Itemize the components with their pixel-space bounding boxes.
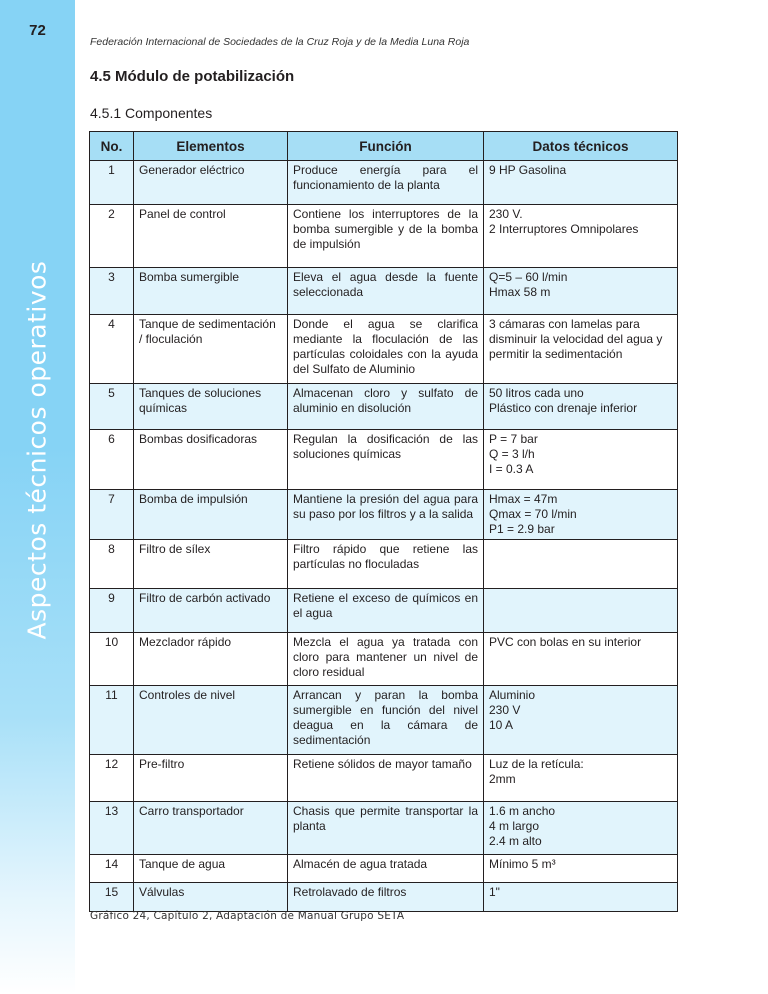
- cell-elemento: Generador eléctrico: [134, 161, 288, 205]
- cell-datos-tecnicos: [484, 161, 678, 205]
- cell-elemento: Pre-filtro: [134, 755, 288, 802]
- table-body: [90, 161, 678, 912]
- datos-line: 1": [489, 885, 500, 899]
- cell-elemento: Carro transportador: [134, 802, 288, 855]
- cell-no: 14: [90, 855, 134, 883]
- table-row: [90, 315, 678, 384]
- datos-line: Hmax = 47m: [489, 492, 558, 506]
- cell-no: 6: [90, 430, 134, 490]
- subsection-title: 4.5.1 Componentes: [90, 105, 213, 121]
- cell-no: 1: [90, 161, 134, 205]
- datos-line: Mínimo 5 m³: [489, 857, 556, 871]
- table-row: [90, 855, 678, 883]
- cell-funcion: Retrolavado de filtros: [288, 883, 484, 912]
- cell-elemento: Filtro de sílex: [134, 540, 288, 589]
- cell-datos-tecnicos: [484, 802, 678, 855]
- datos-line: 2 Interruptores Omnipolares: [489, 222, 639, 236]
- column-header-no: No.: [90, 132, 134, 161]
- cell-elemento: Panel de control: [134, 205, 288, 268]
- table-row: [90, 883, 678, 912]
- table-row: [90, 755, 678, 802]
- page-number: 72: [29, 22, 46, 39]
- cell-datos-tecnicos: [484, 755, 678, 802]
- cell-no: 8: [90, 540, 134, 589]
- cell-datos-tecnicos: [484, 384, 678, 430]
- cell-funcion: Almacenan cloro y sulfato de aluminio en disolución: [288, 384, 484, 430]
- cell-no: 9: [90, 589, 134, 633]
- datos-line: 2mm: [489, 772, 516, 786]
- column-header-datos-tecnicos: Datos técnicos: [484, 132, 678, 161]
- cell-elemento: Tanque de agua: [134, 855, 288, 883]
- table-row: [90, 384, 678, 430]
- cell-elemento: Mezclador rápido: [134, 633, 288, 686]
- cell-funcion: Eleva el agua desde la fuente seleccionada: [288, 268, 484, 315]
- datos-line: Luz de la retícula:: [489, 757, 584, 771]
- cell-funcion: Produce energía para el funcionamiento de la planta: [288, 161, 484, 205]
- cell-datos-tecnicos: [484, 883, 678, 912]
- cell-funcion: Retiene el exceso de químicos en el agua: [288, 589, 484, 633]
- figure-caption: Gráfico 24, Capítulo 2, Adaptación de Manual Grupo SETA: [90, 910, 405, 922]
- column-header-funcion: Función: [288, 132, 484, 161]
- cell-datos-tecnicos: [484, 686, 678, 755]
- cell-funcion: Donde el agua se clarifica mediante la floculación de las partículas coloidales con la ayuda del Sulfato de Aluminio: [288, 315, 484, 384]
- cell-elemento: Tanques de soluciones químicas: [134, 384, 288, 430]
- datos-line: 2.4 m alto: [489, 834, 542, 848]
- cell-no: 2: [90, 205, 134, 268]
- datos-line: 1.6 m ancho: [489, 804, 556, 818]
- running-header: Federación Internacional de Sociedades de la Cruz Roja y de la Media Luna Roja: [90, 36, 470, 48]
- cell-no: 5: [90, 384, 134, 430]
- cell-no: 12: [90, 755, 134, 802]
- cell-funcion: Filtro rápido que retiene las partículas no floculadas: [288, 540, 484, 589]
- cell-no: 11: [90, 686, 134, 755]
- cell-datos-tecnicos: [484, 540, 678, 589]
- cell-datos-tecnicos: [484, 589, 678, 633]
- cell-funcion: Arrancan y paran la bomba sumergible en función del nivel deagua en la cámara de sedimentación: [288, 686, 484, 755]
- table-row: [90, 802, 678, 855]
- cell-funcion: Chasis que permite transportar la planta: [288, 802, 484, 855]
- datos-line: 4 m largo: [489, 819, 540, 833]
- table-row: [90, 589, 678, 633]
- chapter-title-vertical: Aspectos técnicos operativos: [22, 260, 52, 640]
- cell-funcion: Regulan la dosificación de las soluciones químicas: [288, 430, 484, 490]
- cell-elemento: Tanque de sedimentación / floculación: [134, 315, 288, 384]
- cell-datos-tecnicos: [484, 315, 678, 384]
- cell-no: 10: [90, 633, 134, 686]
- cell-datos-tecnicos: [484, 855, 678, 883]
- cell-elemento: Bombas dosificadoras: [134, 430, 288, 490]
- table-row: [90, 686, 678, 755]
- cell-datos-tecnicos: [484, 268, 678, 315]
- cell-no: 4: [90, 315, 134, 384]
- cell-no: 3: [90, 268, 134, 315]
- table-row: [90, 205, 678, 268]
- cell-datos-tecnicos: [484, 633, 678, 686]
- datos-line: PVC con bolas en su interior: [489, 635, 642, 649]
- cell-funcion: Almacén de agua tratada: [288, 855, 484, 883]
- cell-no: 15: [90, 883, 134, 912]
- cell-elemento: Bomba de impulsión: [134, 490, 288, 540]
- cell-funcion: Retiene sólidos de mayor tamaño: [288, 755, 484, 802]
- datos-line: Q=5 – 60 l/min: [489, 270, 568, 284]
- datos-line: Qmax = 70 l/min: [489, 507, 577, 521]
- datos-line: 10 A: [489, 718, 514, 732]
- cell-no: 7: [90, 490, 134, 540]
- table-row: [90, 633, 678, 686]
- datos-line: Aluminio: [489, 688, 536, 702]
- cell-elemento: Válvulas: [134, 883, 288, 912]
- cell-elemento: Bomba sumergible: [134, 268, 288, 315]
- section-title: 4.5 Módulo de potabilización: [90, 68, 295, 85]
- cell-datos-tecnicos: [484, 205, 678, 268]
- datos-line: Hmax 58 m: [489, 285, 551, 299]
- table-row: [90, 161, 678, 205]
- datos-line: 230 V.: [489, 207, 523, 221]
- cell-funcion: Mantiene la presión del agua para su paso por los filtros y a la salida: [288, 490, 484, 540]
- cell-datos-tecnicos: [484, 490, 678, 540]
- cell-elemento: Filtro de carbón activado: [134, 589, 288, 633]
- datos-line: P1 = 2.9 bar: [489, 522, 555, 536]
- datos-line: Plástico con drenaje inferior: [489, 401, 638, 415]
- cell-no: 13: [90, 802, 134, 855]
- cell-datos-tecnicos: [484, 430, 678, 490]
- cell-elemento: Controles de nivel: [134, 686, 288, 755]
- table-row: [90, 430, 678, 490]
- column-header-elementos: Elementos: [134, 132, 288, 161]
- datos-line: 230 V: [489, 703, 521, 717]
- datos-line: P = 7 bar: [489, 432, 538, 446]
- cell-funcion: Contiene los interruptores de la bomba sumergible y de la bomba de impulsión: [288, 205, 484, 268]
- table-row: [90, 268, 678, 315]
- chapter-sidebar: [0, 0, 75, 994]
- datos-line: 50 litros cada uno: [489, 386, 584, 400]
- datos-line: Q = 3 l/h: [489, 447, 535, 461]
- cell-funcion: Mezcla el agua ya tratada con cloro para mantener un nivel de cloro residual: [288, 633, 484, 686]
- datos-line: 3 cámaras con lamelas para disminuir la velocidad del agua y permitir la sedimentación: [489, 317, 663, 361]
- datos-line: I = 0.3 A: [489, 462, 534, 476]
- table-row: [90, 540, 678, 589]
- components-table: [89, 131, 678, 912]
- table-row: [90, 490, 678, 540]
- table-header-row: [90, 132, 678, 161]
- datos-line: 9 HP Gasolina: [489, 163, 567, 177]
